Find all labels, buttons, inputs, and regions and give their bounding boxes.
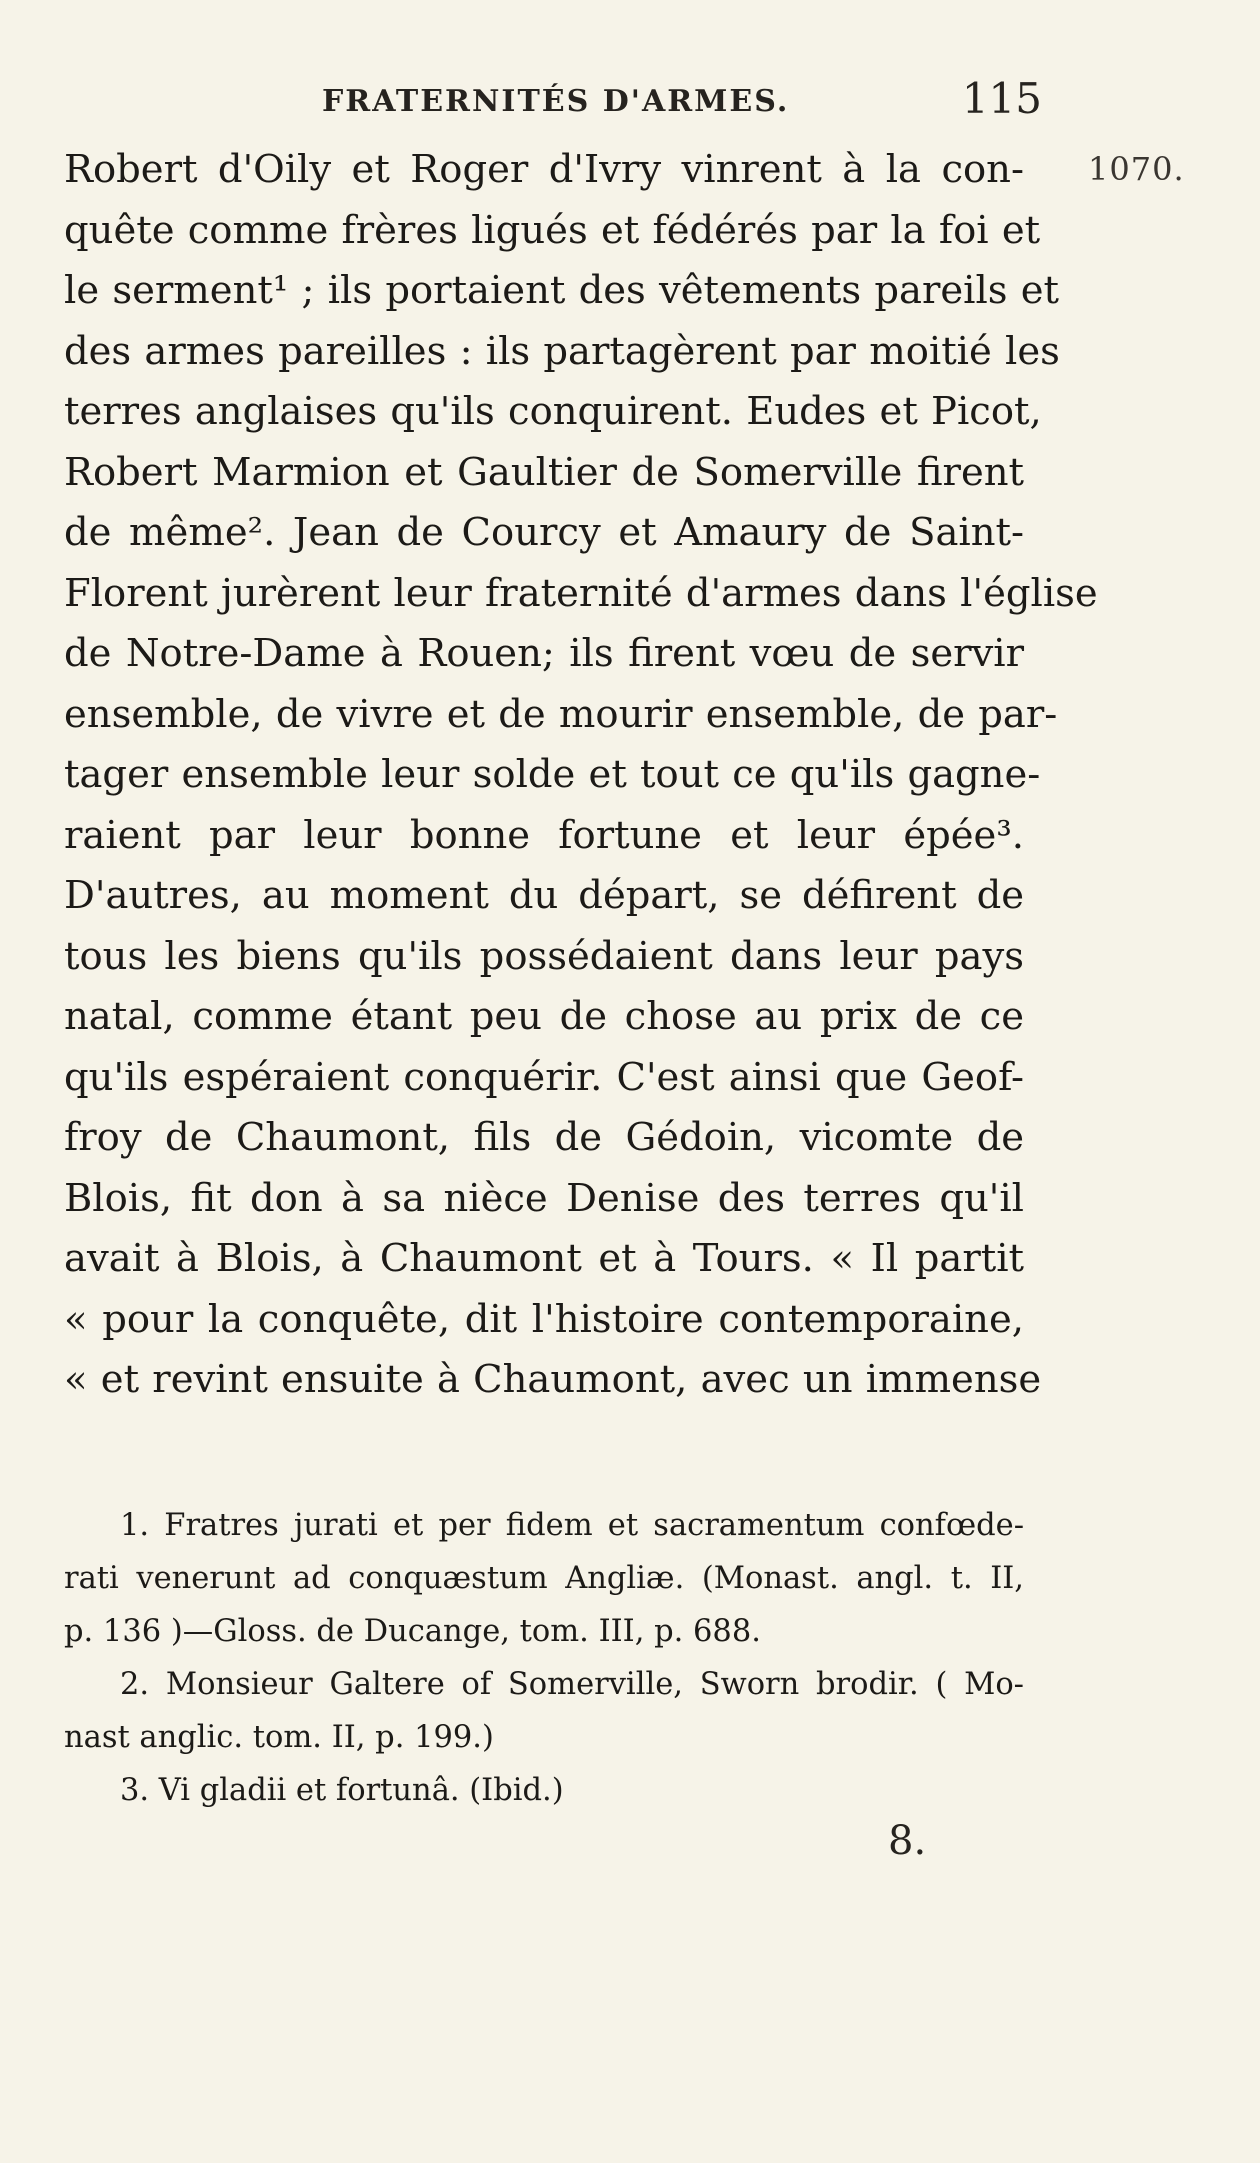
margin-year-note: 1070. (1088, 150, 1185, 188)
body-line: ensemble, de vivre et de mourir ensemble, de par- (64, 691, 1058, 737)
body-line: « pour la conquête, dit l'histoire contemporaine, (64, 1296, 1024, 1342)
page-number: 115 (961, 74, 1042, 123)
body-line: Robert d'Oily et Roger d'Ivry vinrent à la con- (64, 147, 1024, 192)
body-line: froy de Chaumont, fils de Gédoin, vicomte de (64, 1115, 1024, 1160)
body-line: « et revint ensuite à Chaumont, avec un immense (64, 1357, 1042, 1402)
body-line: terres anglaises qu'ils conquirent. Eudes et Picot, (64, 389, 1042, 434)
body-text (64, 140, 1098, 1411)
body-line: de Notre-Dame à Rouen; ils firent vœu de servir (64, 631, 1024, 676)
body-line: Blois, fit don à sa nièce Denise des terres qu'il (64, 1175, 1024, 1221)
footnote-line: 2. Monsieur Galtere of Somerville, Sworn brodir. ( Mo- (120, 1667, 1024, 1702)
footnote-line: p. 136 )—Gloss. de Ducange, tom. III, p. 688. (64, 1614, 761, 1649)
footnote-line: nast anglic. tom. II, p. 199.) (64, 1720, 494, 1755)
footnote-line: rati venerunt ad conquæstum Angliæ. (Monast. angl. t. II, (64, 1561, 1024, 1596)
body-line: qu'ils espéraient conquérir. C'est ainsi que Geof- (64, 1054, 1024, 1100)
body-line: quête comme frères ligués et fédérés par la foi et (64, 207, 1041, 253)
body-line: le serment¹ ; ils portaient des vêtements pareils et (64, 268, 1060, 313)
body-line: des armes pareilles : ils partagèrent par moitié les (64, 328, 1060, 374)
footnotes (64, 1500, 1024, 1818)
footnote-line: 3. Vi gladii et fortunâ. (Ibid.) (120, 1773, 564, 1808)
body-line: natal, comme étant peu de chose au prix de ce (64, 994, 1024, 1039)
body-line: tous les biens qu'ils possédaient dans leur pays (64, 933, 1024, 979)
signature-mark: 8. (888, 1818, 927, 1864)
running-head (62, 74, 1062, 128)
body-line: Robert Marmion et Gaultier de Somerville firent (64, 449, 1024, 495)
body-line: avait à Blois, à Chaumont et à Tours. « Il partit (64, 1236, 1024, 1281)
body-line: Florent jurèrent leur fraternité d'armes dans l'église (64, 570, 1098, 616)
footnote-line: 1. Fratres jurati et per fidem et sacramentum confœde- (120, 1508, 1024, 1543)
body-line: de même². Jean de Courcy et Amaury de Saint- (64, 510, 1024, 555)
body-line: D'autres, au moment du départ, se défirent de (64, 873, 1024, 918)
body-line: tager ensemble leur solde et tout ce qu'ils gagne- (64, 752, 1041, 797)
running-head-title: FRATERNITÉS D'ARMES. (322, 84, 790, 119)
body-line: raient par leur bonne fortune et leur épée³. (64, 812, 1024, 858)
